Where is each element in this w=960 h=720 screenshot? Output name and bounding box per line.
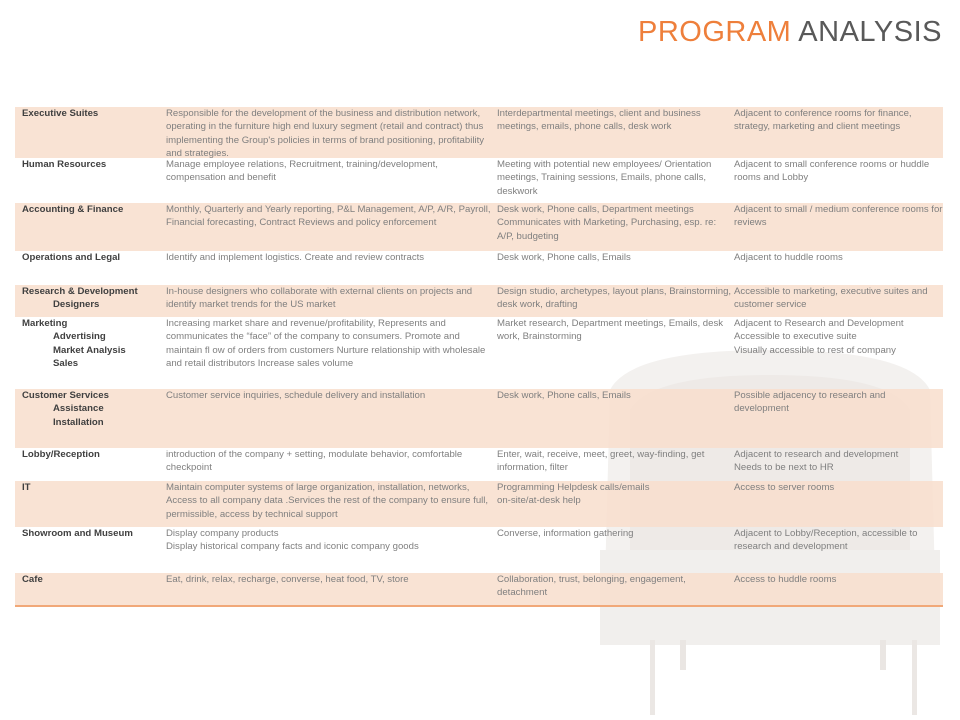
sub-department: Advertising — [53, 331, 106, 343]
role-cell: Display company products Display historical company facts and iconic company goods — [166, 528, 419, 553]
adjacency-cell — [734, 107, 943, 158]
sub-department: Assistance — [53, 403, 104, 415]
adjacency-cell — [734, 481, 943, 527]
role-cell: Eat, drink, relax, recharge, converse, heat food, TV, store — [166, 574, 409, 585]
activities-cell — [497, 481, 734, 527]
activities-cell — [497, 203, 734, 251]
department-name: Human Resources — [22, 159, 107, 170]
activity-text: Interdepartmental meetings, client and business meetings, emails, phone calls, desk work — [497, 108, 701, 133]
adjacency-cell — [734, 203, 943, 251]
sub-department: Installation — [53, 416, 104, 428]
adjacency-text: Adjacent to Research and Development — [734, 318, 904, 329]
department-cell — [15, 317, 166, 389]
department-cell — [15, 251, 166, 285]
activities-cell — [497, 389, 734, 448]
adjacency-text: Visually accessible to rest of company — [734, 344, 896, 356]
adjacency-text: Adjacent to small / medium conference rooms for reviews — [734, 204, 943, 229]
department-cell — [15, 203, 166, 251]
adjacency-text: Adjacent to research and development — [734, 449, 899, 460]
table-row — [15, 107, 943, 158]
page-title: PROGRAM ANALYSIS — [637, 16, 942, 48]
adjacency-text: Needs to be next to HR — [734, 462, 834, 474]
role-cell: In-house designers who collaborate with external clients on projects and identify market trends for the US market — [166, 286, 473, 311]
table-row — [15, 203, 943, 251]
activities-cell — [497, 317, 734, 389]
adjacency-text: Adjacent to small conference rooms or huddle rooms and Lobby — [734, 159, 930, 184]
sub-department: Sales — [53, 357, 79, 369]
role-cell: introduction of the company + setting, modulate behavior, comfortable checkpoint — [166, 449, 463, 474]
role-cell: Increasing market share and revenue/profitability, Represents and communicates the “face” of the company to consumers. Promote and maintain fl ow of orders from customers Nurture relationship with wholesale and retail distributors Increase sales volume — [166, 318, 486, 369]
activity-text: Design studio, archetypes, layout plans, Brainstorming, desk work, drafting — [497, 286, 732, 311]
activity-text: Market research, Department meetings, Emails, desk work, Brainstorming — [497, 318, 724, 343]
table-row — [15, 285, 943, 317]
department-name: Customer Services — [22, 390, 109, 401]
adjacency-cell — [734, 389, 943, 448]
activity-text: on-site/at-desk help — [497, 495, 581, 507]
table-row — [15, 448, 943, 481]
sub-department: Market Analysis — [53, 344, 126, 356]
activity-text: Desk work, Phone calls, Emails — [497, 390, 631, 401]
department-cell — [15, 107, 166, 158]
adjacency-cell — [734, 573, 943, 605]
adjacency-text: Adjacent to conference rooms for finance, strategy, marketing and client meetings — [734, 108, 912, 133]
adjacency-text: Possible adjacency to research and development — [734, 390, 886, 415]
department-name: Marketing — [22, 318, 68, 329]
department-name: Research & Development — [22, 286, 138, 297]
adjacency-cell — [734, 158, 943, 203]
role-cell: Responsible for the development of the business and distribution network, operating in the furniture high end luxury segment (retail and contract) thus implementing the Group's policies in terms of brand positioning, profitability and strategies. — [166, 108, 485, 159]
activity-text: Desk work, Phone calls, Department meetings — [497, 204, 694, 215]
adjacency-cell — [734, 251, 943, 285]
table-row — [15, 573, 943, 605]
activities-cell — [497, 285, 734, 317]
activity-text: Collaboration, trust, belonging, engagement, detachment — [497, 574, 686, 599]
adjacency-cell — [734, 527, 943, 573]
department-cell — [15, 389, 166, 448]
adjacency-cell — [734, 285, 943, 317]
department-cell — [15, 527, 166, 573]
activity-text: Converse, information gathering — [497, 528, 634, 539]
role-cell: Customer service inquiries, schedule delivery and installation — [166, 390, 426, 401]
role-cell: Manage employee relations, Recruitment, training/development, compensation and benefit — [166, 159, 438, 184]
adjacency-text: Adjacent to huddle rooms — [734, 252, 843, 263]
role-cell: Maintain computer systems of large organization, installation, networks, Access to all company data .Services the rest of the company to ensure full, permissible, access by technical support — [166, 482, 489, 520]
activity-text: Programming Helpdesk calls/emails — [497, 482, 650, 493]
department-cell — [15, 448, 166, 481]
program-analysis-table — [15, 107, 943, 607]
sub-department: Designers — [53, 299, 100, 311]
activity-text: Meeting with potential new employees/ Orientation meetings, Training sessions, Emails, phone calls, deskwork — [497, 159, 712, 197]
activity-text: Communicates with Marketing, Purchasing, esp. re: A/P, budgeting — [497, 217, 717, 242]
department-cell — [15, 481, 166, 527]
department-name: IT — [22, 482, 31, 493]
department-name: Accounting & Finance — [22, 204, 124, 215]
activities-cell — [497, 573, 734, 605]
table-row — [15, 158, 943, 203]
activities-cell — [497, 527, 734, 573]
activity-text: Desk work, Phone calls, Emails — [497, 252, 631, 263]
role-cell: Monthly, Quarterly and Yearly reporting, P&L Management, A/P, A/R, Payroll, Financial forecasting, Contract Reviews and policy enforcement — [166, 204, 491, 229]
table-row — [15, 527, 943, 573]
adjacency-text: Access to server rooms — [734, 482, 835, 493]
adjacency-cell — [734, 448, 943, 481]
department-name: Showroom and Museum — [22, 528, 133, 539]
activities-cell — [497, 107, 734, 158]
table-row — [15, 251, 943, 285]
activities-cell — [497, 251, 734, 285]
adjacency-text: Adjacent to Lobby/Reception, accessible to research and development — [734, 528, 918, 553]
table-row — [15, 317, 943, 389]
adjacency-text: Accessible to executive suite — [734, 331, 857, 343]
adjacency-text: Accessible to marketing, executive suites and customer service — [734, 286, 928, 311]
department-name: Cafe — [22, 574, 43, 585]
department-cell — [15, 158, 166, 203]
department-name: Operations and Legal — [22, 252, 121, 263]
table-row — [15, 389, 943, 448]
table-row — [15, 481, 943, 527]
department-name: Executive Suites — [22, 108, 99, 119]
department-cell — [15, 285, 166, 317]
adjacency-text: Access to huddle rooms — [734, 574, 837, 585]
department-cell — [15, 573, 166, 605]
activities-cell — [497, 158, 734, 203]
role-cell: Identify and implement logistics. Create and review contracts — [166, 252, 425, 263]
activity-text: Enter, wait, receive, meet, greet, way-finding, get information, filter — [497, 449, 705, 474]
activities-cell — [497, 448, 734, 481]
department-name: Lobby/Reception — [22, 449, 100, 460]
adjacency-cell — [734, 317, 943, 389]
